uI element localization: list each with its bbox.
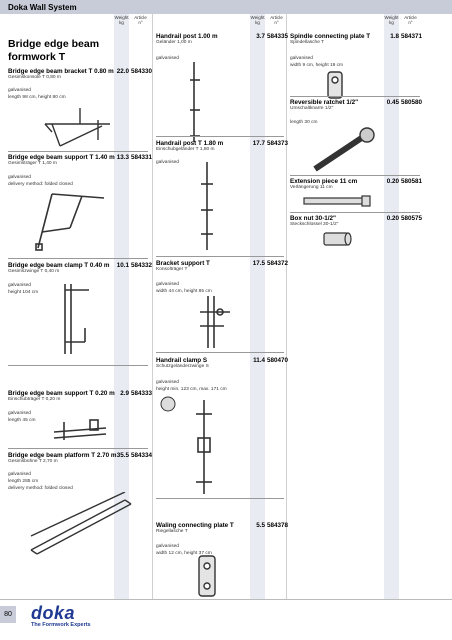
short-support-drawing bbox=[50, 410, 110, 445]
item-note: galvanised bbox=[290, 56, 313, 61]
item-note: height min. 123 cm, max. 171 cm bbox=[156, 387, 227, 392]
item-title: Reversible ratchet 1/2" bbox=[290, 99, 359, 106]
item-note: galvanised bbox=[8, 283, 31, 288]
handrail-post-drawing bbox=[180, 60, 210, 145]
item-article: 584378 bbox=[267, 522, 289, 529]
row-divider bbox=[156, 136, 284, 137]
item-note: length 285 cm bbox=[8, 479, 39, 484]
item-note: galvanised bbox=[156, 160, 179, 165]
article-header: Article n° bbox=[134, 15, 147, 25]
bracket-support-drawing bbox=[190, 292, 240, 352]
item-title: Bridge edge beam clamp T 0.40 m bbox=[8, 262, 110, 269]
page-number: 80 bbox=[0, 606, 16, 623]
item-subtitle: Einschubträger T 0,20 m bbox=[8, 397, 61, 402]
page-heading: Bridge edge beam formwork T bbox=[8, 38, 100, 63]
system-title: Doka Wall System bbox=[8, 3, 77, 12]
column-separator bbox=[152, 14, 153, 599]
ratchet-drawing bbox=[305, 125, 385, 175]
item-subtitle: Geländer 1,00 m bbox=[156, 40, 192, 45]
handrail-clamp-drawing bbox=[190, 398, 220, 496]
item-subtitle: Spindellasche T bbox=[290, 40, 325, 45]
item-subtitle: Riegellasche T bbox=[156, 529, 188, 534]
waling-plate-drawing bbox=[195, 554, 220, 599]
item-title: Bridge edge beam support T 0.20 m bbox=[8, 390, 115, 397]
item-weight: 11.4 bbox=[253, 357, 265, 364]
item-weight: 3.7 bbox=[256, 33, 265, 40]
logo-tagline: The Formwork Experts bbox=[31, 622, 91, 628]
item-note: galvanised bbox=[156, 56, 179, 61]
item-weight: 0.20 bbox=[386, 178, 399, 185]
item-title: Bridge edge beam support T 1.40 m bbox=[8, 154, 115, 161]
item-title: Extension piece 11 cm bbox=[290, 178, 358, 185]
article-header: Article n° bbox=[270, 15, 283, 25]
item-article: 580470 bbox=[267, 357, 289, 364]
weight-header: Weight kg bbox=[384, 15, 399, 25]
item-note: width 9 cm, height 19 cm bbox=[290, 63, 344, 68]
item-article: 584330 bbox=[131, 68, 153, 75]
item-subtitle: Verlängerung 11 cm bbox=[290, 185, 333, 190]
item-note: galvanised bbox=[8, 175, 31, 180]
row-divider bbox=[156, 352, 284, 353]
item-title: Spindle connecting plate T bbox=[290, 33, 371, 40]
doka-logo: doka bbox=[31, 603, 76, 623]
handrail-post-t-drawing bbox=[195, 160, 220, 252]
item-article: 584371 bbox=[401, 33, 423, 40]
item-note: width 44 cm, height 85 cm bbox=[156, 289, 212, 294]
item-article: 584331 bbox=[131, 154, 153, 161]
item-title: Handrail post T 1.80 m bbox=[156, 140, 224, 147]
item-subtitle: Steckschlüssel 30-1/2" bbox=[290, 222, 339, 227]
item-subtitle: Gesimsbühne T 2,70 m bbox=[8, 459, 58, 464]
item-weight: 0.20 bbox=[386, 215, 399, 222]
item-weight: 2.9 bbox=[120, 390, 129, 397]
item-title: Box nut 30-1/2" bbox=[290, 215, 337, 222]
item-weight: 10.1 bbox=[116, 262, 129, 269]
item-note: length 45 cm bbox=[8, 418, 36, 423]
row-divider bbox=[290, 96, 420, 97]
bracket-drawing bbox=[40, 102, 115, 150]
item-article: 580580 bbox=[401, 99, 423, 106]
item-weight: 17.5 bbox=[252, 260, 265, 267]
row-divider bbox=[8, 258, 148, 259]
row-divider bbox=[8, 151, 148, 152]
item-subtitle: Schutzgeländerzwinge S bbox=[156, 364, 209, 369]
item-title: Bracket support T bbox=[156, 260, 210, 267]
item-article: 584333 bbox=[131, 390, 153, 397]
item-subtitle: Gesimskonsole T 0,80 m bbox=[8, 75, 61, 80]
weight-header: Weight kg bbox=[250, 15, 265, 25]
item-subtitle: Umschaltknarre 1/2" bbox=[290, 106, 334, 111]
row-divider bbox=[8, 448, 148, 449]
item-weight: 17.7 bbox=[252, 140, 265, 147]
item-weight: 22.0 bbox=[116, 68, 129, 75]
article-header: Article n° bbox=[404, 15, 417, 25]
item-subtitle: Gesimsträger T 1,40 m bbox=[8, 161, 57, 166]
row-divider bbox=[290, 212, 420, 213]
clamp-drawing bbox=[45, 280, 105, 360]
item-weight: 13.3 bbox=[116, 154, 129, 161]
item-article: 584335 bbox=[267, 33, 289, 40]
item-note: height 104 cm bbox=[8, 290, 39, 295]
item-note: galvanised bbox=[156, 544, 179, 549]
row-divider bbox=[156, 256, 284, 257]
row-divider bbox=[156, 498, 284, 499]
item-note: length 98 cm, height 80 cm bbox=[8, 95, 66, 100]
item-note: delivery method: folded closed bbox=[8, 486, 73, 491]
item-subtitle: Konsolträger T bbox=[156, 267, 188, 272]
clamp-detail-icon bbox=[158, 395, 178, 413]
item-title: Handrail clamp S bbox=[156, 357, 208, 364]
item-title: Waling connecting plate T bbox=[156, 522, 234, 529]
beam-support-drawing bbox=[30, 188, 110, 256]
item-note: galvanised bbox=[156, 282, 179, 287]
platform-drawing bbox=[25, 492, 140, 562]
row-divider bbox=[8, 365, 148, 366]
item-subtitle: Gesimszwinge T 0,40 m bbox=[8, 269, 60, 274]
item-subtitle: Einschubgeländer T 1,80 m bbox=[156, 147, 215, 152]
item-weight: 5.5 bbox=[256, 522, 265, 529]
item-title: Handrail post 1.00 m bbox=[156, 33, 218, 40]
item-note: galvanised bbox=[156, 380, 179, 385]
item-note: length 30 cm bbox=[290, 120, 318, 125]
item-article: 580581 bbox=[401, 178, 423, 185]
extension-piece-drawing bbox=[300, 195, 375, 207]
column-separator bbox=[286, 14, 287, 599]
weight-header: Weight kg bbox=[114, 15, 129, 25]
row-divider bbox=[290, 175, 420, 176]
item-article: 584372 bbox=[267, 260, 289, 267]
item-article: 584334 bbox=[131, 452, 153, 459]
footer-divider bbox=[0, 599, 452, 600]
item-title: Bridge edge beam bracket T 0.80 m bbox=[8, 68, 114, 75]
item-note: galvanised bbox=[8, 411, 31, 416]
item-note: galvanised bbox=[8, 472, 31, 477]
item-weight: 35.5 bbox=[116, 452, 129, 459]
item-weight: 0.45 bbox=[386, 99, 399, 106]
weight-column-bg bbox=[250, 14, 265, 599]
item-weight: 1.8 bbox=[390, 33, 399, 40]
box-nut-drawing bbox=[320, 230, 355, 248]
item-article: 584332 bbox=[131, 262, 153, 269]
item-title: Bridge edge beam platform T 2.70 m bbox=[8, 452, 117, 459]
item-note: galvanised bbox=[8, 88, 31, 93]
item-note: delivery method: folded closed bbox=[8, 182, 73, 187]
item-article: 580575 bbox=[401, 215, 423, 222]
item-note: width 12 cm, height 37 cm bbox=[156, 551, 212, 556]
item-article: 584373 bbox=[267, 140, 289, 147]
